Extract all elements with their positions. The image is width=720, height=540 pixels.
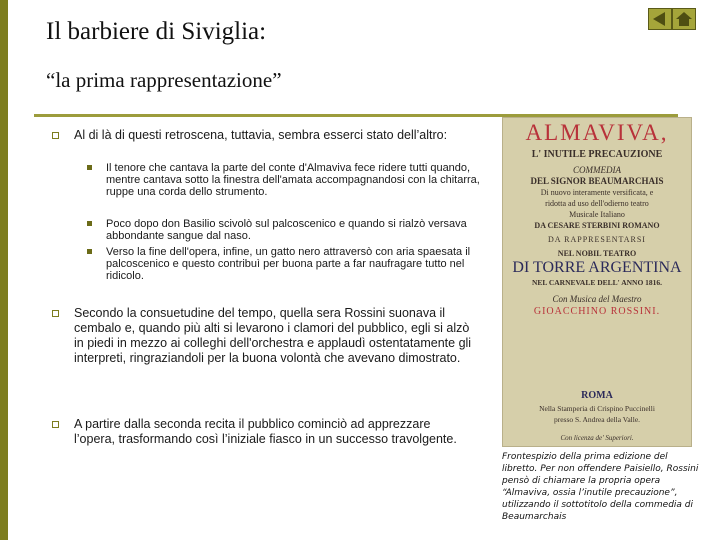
slide-title: Il barbiere di Siviglia: [46, 18, 267, 45]
image-caption: Frontespizio della prima edizione del libretto. Per non offendere Paisiello, Rossini pensò di chiamare la propria opera “Almaviva, ossia l’inutile precauzione”, utilizzando il sottotitolo della commedia di Beaumarchais [502, 452, 699, 522]
sub-point-1: Il tenore che cantava la parte del conte d'Almaviva fece ridere tutti quando, mentre cantava sotto la finestra dell'amata accompagnandosi con la chitarra, ruppe una corda dello strumento. [106, 162, 480, 198]
poster-line: ROMA [581, 390, 613, 401]
poster-line: L' INUTILE PRECAUZIONE [531, 149, 663, 160]
poster-line: Musicale Italiano [569, 210, 625, 219]
poster-line: Con Musica del Maestro [552, 294, 642, 304]
poster-line: Con licenza de' Superiori. [560, 434, 634, 442]
libretto-frontispiece-image [502, 117, 692, 447]
paragraph-2: Secondo la consuetudine del tempo, quella sera Rossini suonava il cembalo e, quando più alti si levarono i clamori del pubblico, egli si alzò in piedi in mezzo ai colleghi dell'orchestra e applaudì ostentatamente gli interpreti, ringraziandoli per la buona volontà che avevano dimostrato. [74, 306, 472, 365]
paragraph-3: A partire dalla seconda recita il pubblico cominciò ad apprezzare l’opera, trasformando così l’iniziale fiasco in un successo travolgente. [74, 417, 457, 446]
bullet-marker [52, 310, 59, 317]
prev-slide-button[interactable] [648, 8, 672, 30]
poster-line: GIOACCHINO ROSSINI. [533, 306, 661, 317]
sub-point-3: Verso la fine dell'opera, infine, un gatto nero attraversò con aria spaesata il palcoscenico e questo contribuì per buona parte a far naufragare tutto nel ridicolo. [106, 246, 471, 282]
sub-point-2: Poco dopo don Basilio scivolò sul palcoscenico e quando si rialzò versava abbondante sangue dal naso. [106, 218, 467, 242]
home-icon [673, 9, 695, 29]
poster-line: COMMEDIA [573, 165, 621, 175]
paragraph-1: Al di là di questi retroscena, tuttavia, sembra esserci stato dell’altro: [74, 128, 448, 142]
poster-line: DA CESARE STERBINI ROMANO [534, 221, 660, 230]
poster-line: NEL CARNEVALE DELL' ANNO 1816. [531, 278, 663, 287]
back-arrow-icon [649, 9, 671, 29]
sub-bullet-marker [87, 165, 92, 170]
poster-line: Nella Stamperia di Crispino Puccinelli [539, 404, 655, 413]
poster-line: ridotta ad uso dell'odierno teatro [545, 199, 649, 208]
poster-line: DI TORRE ARGENTINA [512, 259, 682, 276]
bullet-marker [52, 132, 59, 139]
poster-line: DA RAPPRESENTARSI [548, 235, 646, 244]
poster-line: DEL SIGNOR BEAUMARCHAIS [530, 176, 664, 186]
poster-line: presso S. Andrea della Valle. [553, 415, 641, 424]
poster-line: NEL NOBIL TEATRO [557, 249, 637, 258]
home-button[interactable] [672, 8, 696, 30]
sub-bullet-marker [87, 221, 92, 226]
left-accent-bar [0, 0, 8, 540]
bullet-marker [52, 421, 59, 428]
sub-bullet-marker [87, 249, 92, 254]
poster-line: Di nuovo interamente versificata, e [540, 188, 654, 197]
poster-line: ALMAVIVA, [525, 120, 669, 145]
slide-subtitle: “la prima rappresentazione” [46, 68, 282, 92]
